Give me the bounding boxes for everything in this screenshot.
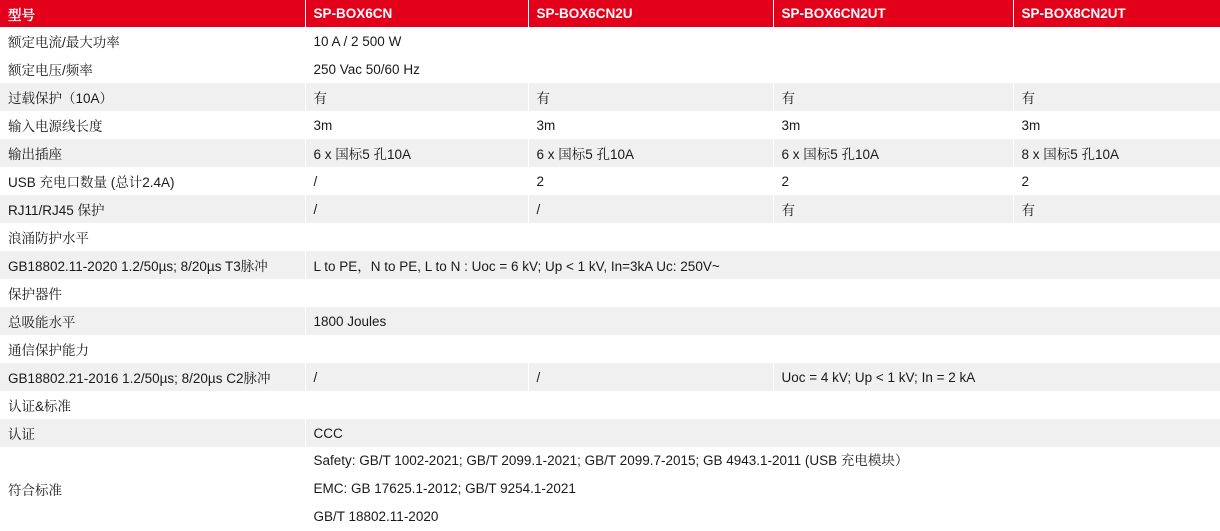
table-row <box>0 391 1220 419</box>
row-value: 2 <box>528 167 773 195</box>
row-label: 过载保护（10A） <box>0 83 305 111</box>
row-value: 有 <box>773 195 1013 223</box>
row-value: 6 x 国标5 孔10A <box>773 139 1013 167</box>
row-value: 6 x 国标5 孔10A <box>305 139 528 167</box>
row-value: 3m <box>305 111 528 139</box>
standard-line: EMC: GB 17625.1-2012; GB/T 9254.1-2021 <box>313 481 576 496</box>
table-row <box>0 223 1220 251</box>
row-value: 有 <box>773 83 1013 111</box>
row-value: 1800 Joules <box>305 307 1220 335</box>
table-row <box>0 419 1220 447</box>
table-row <box>0 139 1220 167</box>
row-value <box>305 335 1220 363</box>
row-value: / <box>305 363 528 391</box>
row-value: CCC <box>305 419 1220 447</box>
table-row <box>0 307 1220 335</box>
row-label: 输出插座 <box>0 139 305 167</box>
row-value: 8 x 国标5 孔10A <box>1013 139 1220 167</box>
row-label: 认证 <box>0 419 305 447</box>
row-value: 10 A / 2 500 W <box>305 27 1220 55</box>
table-row <box>0 195 1220 223</box>
row-label: 输入电源线长度 <box>0 111 305 139</box>
row-value-multiline <box>305 447 1220 531</box>
row-label: USB 充电口数量 (总计2.4A) <box>0 167 305 195</box>
row-value: Uoc = 4 kV; Up < 1 kV; In = 2 kA <box>773 363 1220 391</box>
row-value: / <box>305 167 528 195</box>
column-header-sp-box6cn2u: SP-BOX6CN2U <box>528 0 773 27</box>
row-value: / <box>528 195 773 223</box>
row-value: 2 <box>1013 167 1220 195</box>
row-label: 浪涌防护水平 <box>0 223 305 251</box>
row-value: 有 <box>528 83 773 111</box>
row-value: L to PE，N to PE, L to N : Uoc = 6 kV; Up < 1 kV, In=3kA Uc: 250V~ <box>305 251 1220 279</box>
column-header-sp-box6cn: SP-BOX6CN <box>305 0 528 27</box>
row-value: 有 <box>1013 195 1220 223</box>
row-value <box>305 279 1220 307</box>
table-header <box>0 0 1220 27</box>
row-value: 6 x 国标5 孔10A <box>528 139 773 167</box>
row-value <box>305 223 1220 251</box>
row-label: 额定电流/最大功率 <box>0 27 305 55</box>
row-value: 3m <box>1013 111 1220 139</box>
table-body <box>0 27 1220 531</box>
row-value: 3m <box>773 111 1013 139</box>
table-row <box>0 55 1220 83</box>
row-label: 认证&标准 <box>0 391 305 419</box>
row-label: 总吸能水平 <box>0 307 305 335</box>
row-value: / <box>528 363 773 391</box>
row-label: RJ11/RJ45 保护 <box>0 195 305 223</box>
row-value: 250 Vac 50/60 Hz <box>305 55 1220 83</box>
table-row <box>0 279 1220 307</box>
column-header-sp-box6cn2ut: SP-BOX6CN2UT <box>773 0 1013 27</box>
row-value <box>305 391 1220 419</box>
table-row <box>0 83 1220 111</box>
row-label: GB18802.11-2020 1.2/50µs; 8/20µs T3脉冲 <box>0 251 305 279</box>
row-label: GB18802.21-2016 1.2/50µs; 8/20µs C2脉冲 <box>0 363 305 391</box>
row-value: 有 <box>1013 83 1220 111</box>
row-label: 符合标准 <box>0 447 305 531</box>
table-row <box>0 363 1220 391</box>
standard-line: GB/T 18802.11-2020 <box>313 509 439 524</box>
table-header-row <box>0 0 1220 27</box>
row-value: 2 <box>773 167 1013 195</box>
row-label: 通信保护能力 <box>0 335 305 363</box>
row-value: / <box>305 195 528 223</box>
row-value: 有 <box>305 83 528 111</box>
row-label: 额定电压/频率 <box>0 55 305 83</box>
table-row <box>0 251 1220 279</box>
row-label: 保护器件 <box>0 279 305 307</box>
column-header-model: 型号 <box>0 0 305 27</box>
table-row <box>0 111 1220 139</box>
table-row <box>0 167 1220 195</box>
table-row <box>0 447 1220 531</box>
standard-line: Safety: GB/T 1002-2021; GB/T 2099.1-2021; GB/T 2099.7-2015; GB 4943.1-2011 (USB 充电模块） <box>313 453 909 468</box>
table-row <box>0 335 1220 363</box>
column-header-sp-box8cn2ut: SP-BOX8CN2UT <box>1021 6 1126 21</box>
table-row <box>0 27 1220 55</box>
row-value: 3m <box>528 111 773 139</box>
